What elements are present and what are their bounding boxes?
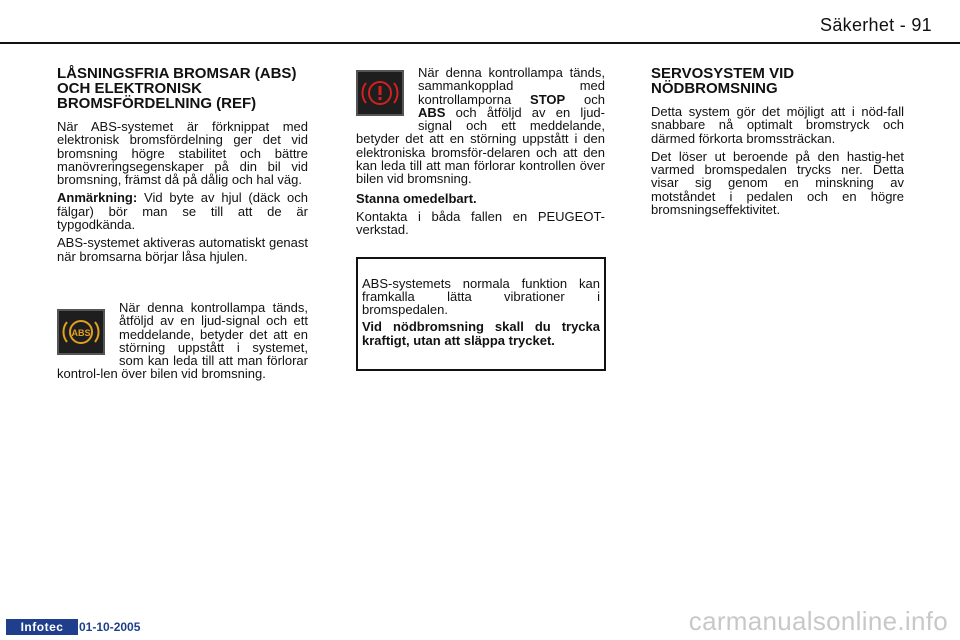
- servo-p1: Detta system gör det möjligt att i nöd-fall snabbare nå optimalt bromstryck och därmed förkorta bromssträckan.: [651, 104, 904, 146]
- stop-label: STOP: [530, 91, 566, 107]
- abs-icon-label: ABS: [71, 327, 91, 338]
- stop-now: [356, 192, 605, 205]
- abs-warning-lamp-icon: [57, 309, 105, 355]
- contact-text: Kontakta i båda fallen en PEUGEOT-verkstad.: [356, 208, 605, 238]
- notice-warning: [362, 320, 600, 347]
- ref-text-b: och: [565, 91, 606, 107]
- ref-text-a: När denna kontrollampa tänds, sammankopplad med kontrollamporna: [418, 65, 605, 107]
- abs-lamp-text: När denna kontrollampa tänds, åtföljd av en ljud-signal och ett meddelande, betyder det att en störning uppstått i systemet, som kan leda till att man förlorar kontrol-len över bilen vid bromsning.: [57, 299, 308, 382]
- note-text: Vid byte av hjul (däck och fälgar) bör man se till att de är typgodkända.: [57, 190, 308, 233]
- watermark: carmanualsonline.info: [688, 606, 948, 636]
- abs-label: ABS: [418, 104, 446, 120]
- notice-warning-text: Vid nödbromsning skall du trycka kraftigt, utan att släppa trycket.: [362, 319, 600, 348]
- infotec-logo: Infotec: [6, 619, 78, 635]
- notice-box: [356, 257, 606, 371]
- page-title: Säkerhet - 91: [820, 15, 932, 35]
- abs-note: [57, 191, 308, 231]
- abs-section: [57, 66, 308, 386]
- ref-section: [356, 66, 605, 371]
- servo-p2: Det löser ut beroende på den hastig-het varmed bromspedalen trycks ner. Detta visar sig genom en minskning av motståndet i pedalen och en högre bromsningseffektivitet.: [651, 148, 904, 218]
- servo-section: [651, 66, 904, 221]
- notice-text: ABS-systemets normala funktion kan framkalla lätta vibrationer i bromspedalen.: [362, 275, 600, 318]
- note-label: Anmärkning:: [57, 190, 138, 206]
- abs-lamp-block: [57, 301, 308, 381]
- footer-date: 01-10-2005: [79, 620, 141, 634]
- ref-text-c: och åtföljd av en ljud-signal och ett meddelande, betyder det att en störning uppstått i den elektroniska bromsför-delaren och att den kan leda till att man förlorar kontrollen över bilen vid bromsning.: [356, 104, 605, 187]
- abs-heading: LÅSNINGSFRIA BROMSAR (ABS) OCH ELEKTRONISK BROMSFÖRDELNING (REF): [57, 65, 297, 112]
- brake-warning-lamp-icon: [356, 70, 404, 116]
- header-divider: [0, 42, 960, 44]
- servo-heading: SERVOSYSTEM VID NÖDBROMSNING: [651, 65, 795, 97]
- abs-activation: ABS-systemet aktiveras automatiskt genast när bromsarna börjar låsa hjulen.: [57, 235, 308, 264]
- stop-now-text: Stanna omedelbart.: [356, 190, 477, 206]
- abs-intro: När ABS-systemet är förknippat med elektronisk bromsfördelning ger det vid bromsning högre stabilitet och bättre manövreringsegenskaper på din bil vid bromsning, främst då på dålig och hal väg.: [57, 119, 308, 188]
